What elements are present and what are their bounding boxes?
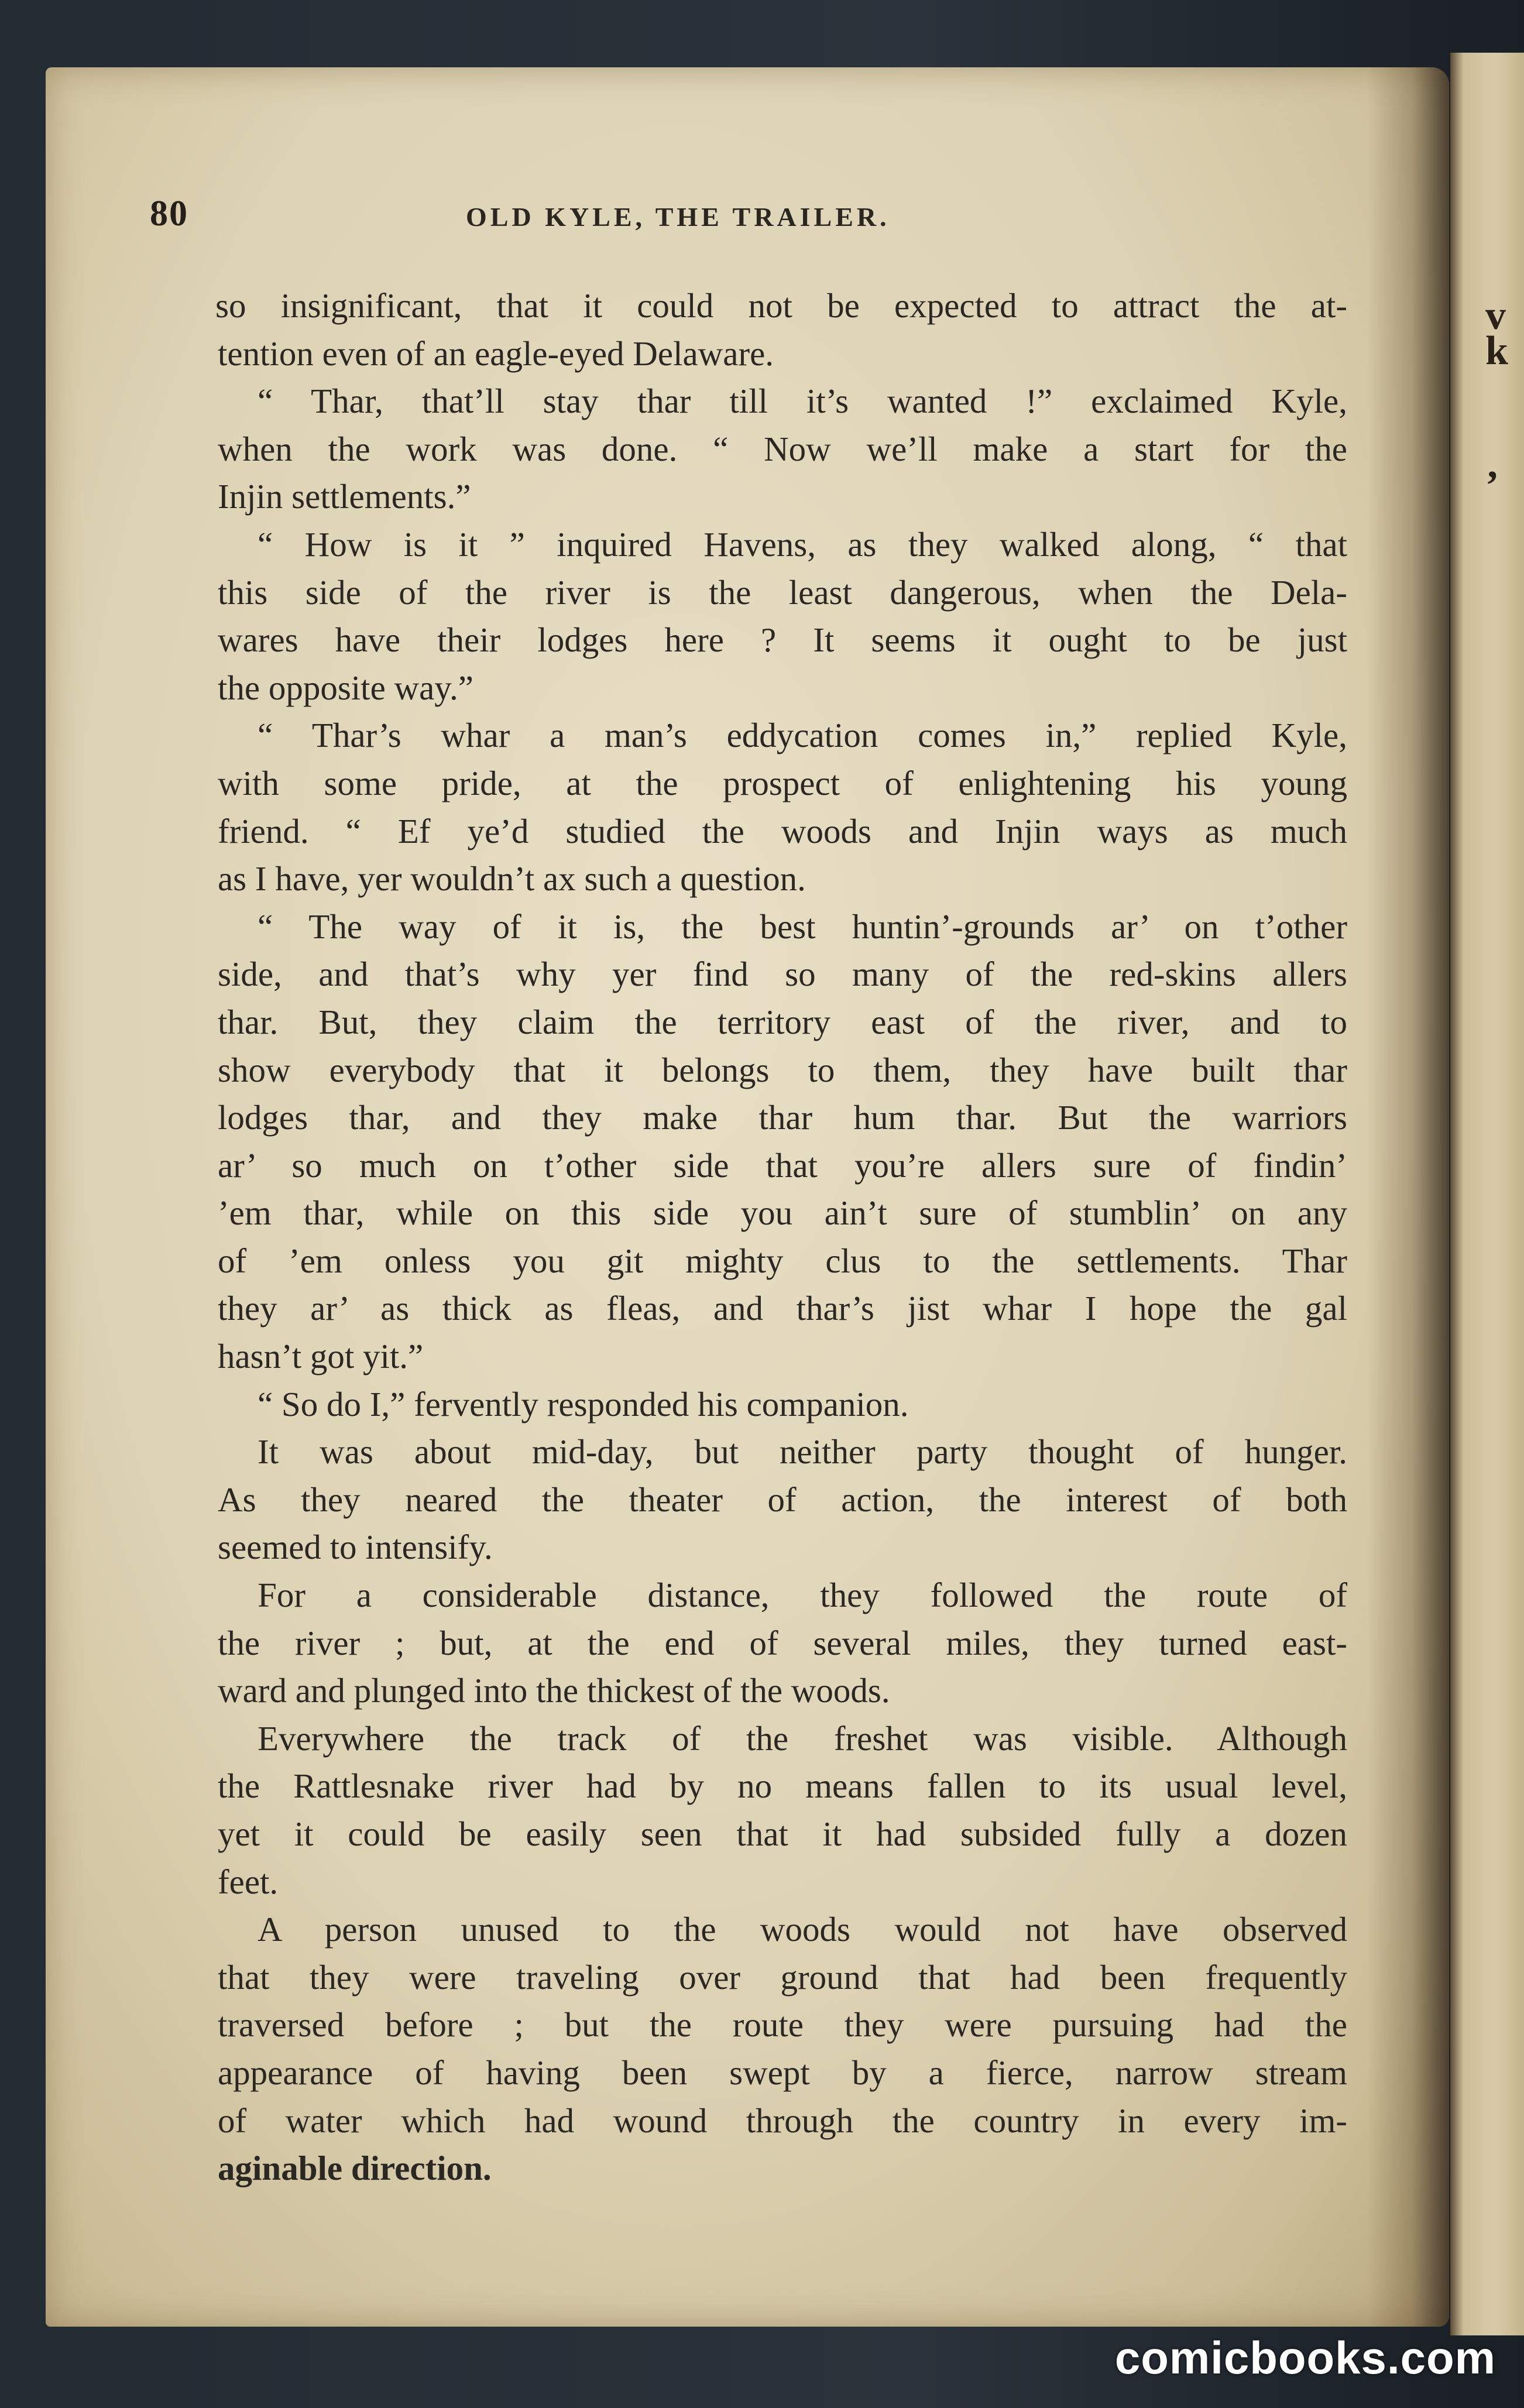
text-line: wares have their lodges here ? It seems it ought to be just bbox=[218, 620, 1347, 660]
text-line: As they neared the theater of action, the interest of both bbox=[218, 1480, 1347, 1519]
text-line: “ So do I,” fervently responded his companion. bbox=[258, 1384, 909, 1423]
text-line: tention even of an eagle-eyed Delaware. bbox=[218, 334, 774, 373]
text-line: of water which had wound through the country in every im- bbox=[218, 2101, 1347, 2140]
page-gutter-shadow bbox=[1367, 67, 1449, 2327]
text-line: ar’ so much on t’other side that you’re allers sure of findin’ bbox=[218, 1145, 1347, 1185]
text-line: as I have, yer wouldn’t ax such a question. bbox=[218, 859, 806, 898]
text-line: with some pride, at the prospect of enlightening his young bbox=[218, 763, 1347, 802]
text-line: thar. But, they claim the territory east of the river, and to bbox=[218, 1002, 1347, 1041]
text-line: feet. bbox=[218, 1862, 279, 1901]
text-line: the river ; but, at the end of several miles, they turned east- bbox=[218, 1623, 1347, 1662]
text-line: show everybody that it belongs to them, they have built thar bbox=[218, 1050, 1347, 1089]
text-line: It was about mid-day, but neither party thought of hunger. bbox=[258, 1432, 1347, 1471]
text-line: the opposite way.” bbox=[218, 668, 473, 707]
text-line: friend. “ Ef ye’d studied the woods and Injin ways as much bbox=[218, 811, 1347, 850]
text-line: yet it could be easily seen that it had subsided fully a dozen bbox=[218, 1814, 1347, 1853]
body-text bbox=[215, 282, 1347, 2193]
text-line: that they were traveling over ground that had been frequently bbox=[218, 1957, 1347, 1997]
text-line: Everywhere the track of the freshet was visible. Although bbox=[258, 1718, 1347, 1758]
text-line: “ How is it ” inquired Havens, as they walked along, “ that bbox=[258, 524, 1347, 564]
facing-page-edge: v k ’ bbox=[1450, 53, 1524, 2335]
text-line: they ar’ as thick as fleas, and thar’s jist whar I hope the gal bbox=[218, 1289, 1347, 1328]
text-line: “ The way of it is, the best huntin’-grounds ar’ on t’other bbox=[258, 907, 1347, 946]
watermark-logo: comicbooks.com bbox=[1114, 2332, 1496, 2383]
text-line: seemed to intensify. bbox=[218, 1528, 493, 1567]
text-line: Injin settlements.” bbox=[218, 477, 471, 516]
page-header bbox=[150, 193, 1350, 258]
text-line: the Rattlesnake river had by no means fallen to its usual level, bbox=[218, 1766, 1347, 1806]
text-line: appearance of having been swept by a fierce, narrow stream bbox=[218, 2053, 1347, 2092]
text-line: “ Thar’s whar a man’s eddycation comes in,” replied Kyle, bbox=[258, 716, 1347, 755]
text-line: when the work was done. “ Now we’ll make a start for the bbox=[218, 429, 1347, 468]
text-line: hasn’t got yit.” bbox=[218, 1337, 424, 1376]
text-line: A person unused to the woods would not have observed bbox=[258, 1910, 1347, 1949]
text-line: For a considerable distance, they followed the route of bbox=[258, 1576, 1347, 1615]
text-line: of ’em onless you git mighty clus to the settlements. Thar bbox=[218, 1241, 1347, 1280]
text-line: so insignificant, that it could not be expected to attract the at- bbox=[215, 286, 1347, 325]
text-line: this side of the river is the least dangerous, when the Dela- bbox=[218, 572, 1347, 612]
text-line: side, and that’s why yer find so many of the red-skins allers bbox=[218, 955, 1347, 994]
text-line: aginable direction. bbox=[218, 2149, 492, 2188]
text-line: “ Thar, that’ll stay thar till it’s wanted !” exclaimed Kyle, bbox=[258, 382, 1347, 421]
text-line: traversed before ; but the route they were pursuing had the bbox=[218, 2005, 1347, 2045]
text-line: lodges thar, and they make thar hum thar. But the warriors bbox=[218, 1098, 1347, 1137]
text-line: ward and plunged into the thickest of the woods. bbox=[218, 1671, 890, 1710]
running-title: OLD KYLE, THE TRAILER. bbox=[466, 202, 890, 232]
text-line: ’em thar, while on this side you ain’t sure of stumblin’ on any bbox=[218, 1193, 1347, 1233]
page-number: 80 bbox=[150, 194, 188, 234]
